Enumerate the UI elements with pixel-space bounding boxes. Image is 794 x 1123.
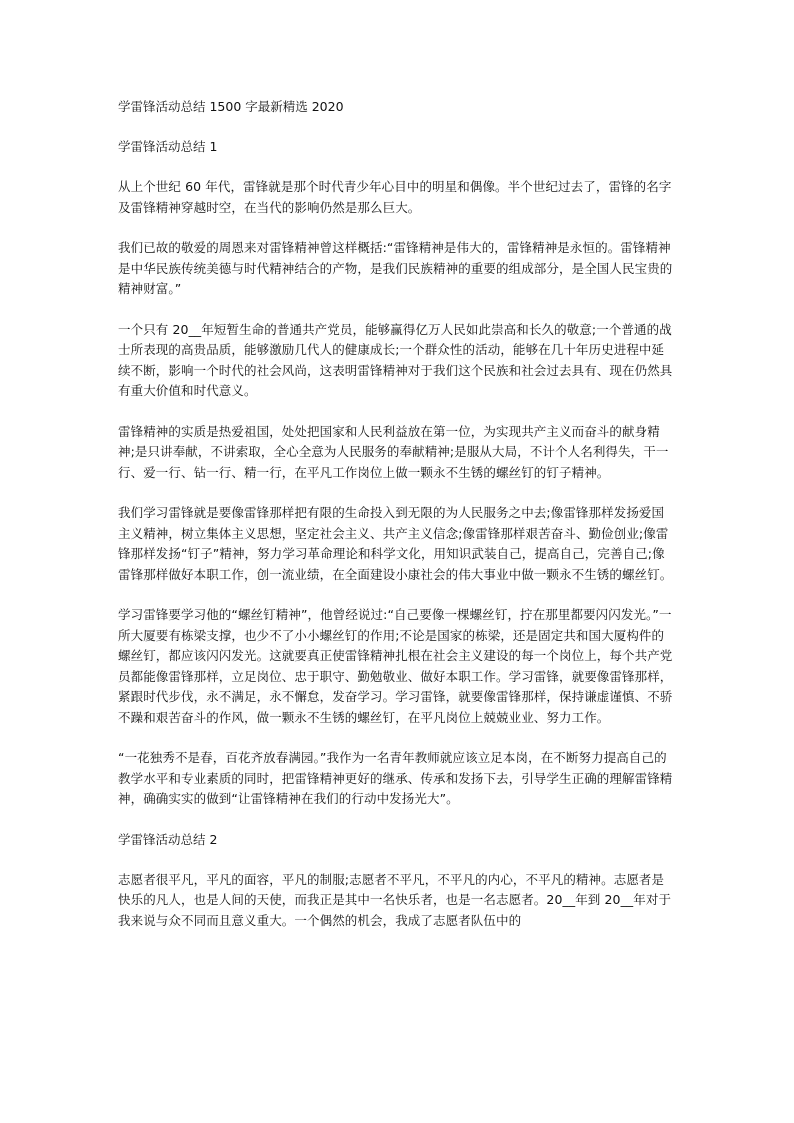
paragraph: 雷锋精神的实质是热爱祖国，处处把国家和人民利益放在第一位，为实现共产主义而奋斗的献身精神;是只讲奉献，不讲索取，全心全意为人民服务的奉献精神;是服从大局，不计个人名利得失，干一行、爱一行、钻一行、精一行，在平凡工作岗位上做一颗永不生锈的螺丝钉的钉子精神。 — [118, 423, 669, 480]
paragraph: 从上个世纪 60 年代，雷锋就是那个时代青少年心目中的明星和偶像。半个世纪过去了，雷锋的名字及雷锋精神穿越时空，在当代的影响仍然是那么巨大。 — [118, 179, 672, 215]
section-heading-2: 学雷锋活动总结 2 — [118, 831, 218, 847]
document-title: 学雷锋活动总结 1500 字最新精选 2020 — [118, 99, 344, 114]
section-heading-1: 学雷锋活动总结 1 — [118, 139, 218, 154]
paragraph: 我们已故的敬爱的周恩来对雷锋精神曾这样概括:“雷锋精神是伟大的，雷锋精神是永恒的。雷锋精神是中华民族传统美德与时代精神结合的产物，是我们民族精神的重要的组成部分，是全国人民宝贵的精神财富。” — [118, 240, 673, 296]
document-page — [118, 97, 674, 951]
paragraph: “一花独秀不是春，百花齐放春满园。”我作为一名青年教师就应该立足本岗，在不断努力提高自己的教学水平和专业素质的同时，把雷锋精神更好的继承、传承和发扬下去，引导学生正确的理解雷锋精神，确确实实的做到“让雷锋精神在我们的行动中发扬光大”。 — [118, 750, 673, 806]
paragraph: 我们学习雷锋就是要像雷锋那样把有限的生命投入到无限的为人民服务之中去;像雷锋那样发扬爱国主义精神，树立集体主义思想，坚定社会主义、共产主义信念;像雷锋那样艰苦奋斗、勤俭创业;像雷锋那样发扬“钉子”精神，努力学习革命理论和科学文化，用知识武装自己，提高自己，完善自己;像雷锋那样做好本职工作，创一流业绩，在全面建设小康社会的伟大事业中做一颗永不生锈的螺丝钉。 — [118, 505, 673, 582]
paragraph: 志愿者很平凡，平凡的面容，平凡的制服;志愿者不平凡，不平凡的内心，不平凡的精神。志愿者是快乐的凡人，也是人间的天使，而我正是其中一名快乐者，也是一名志愿者。20__年到 20__年对于我来说与众不同而且意义重大。一个偶然的机会，我成了志愿者队伍中的 — [118, 871, 672, 928]
paragraph: 学习雷锋要学习他的“螺丝钉精神”，他曾经说过:“自己要像一棵螺丝钉，拧在那里都要闪闪发光。”一所大厦要有栋梁支撑，也少不了小小螺丝钉的作用;不论是国家的栋梁，还是固定共和国大厦构件的螺丝钉，都应该闪闪发光。这就要真正使雷锋精神扎根在社会主义建设的每一个岗位上，每个共产党员都能像雷锋那样，立足岗位、忠于职守、勤勉敬业、做好本职工作。学习雷锋，就要像雷锋那样，紧跟时代步伐，永不满足，永不懈怠，发奋学习。学习雷锋，就要像雷锋那样，保持谦虚谨慎、不骄不躁和艰苦奋斗的作风，做一颗永不生锈的螺丝钉，在平凡岗位上兢兢业业、努力工作。 — [118, 607, 673, 725]
paragraph: 一个只有 20__年短暂生命的普通共产党员，能够赢得亿万人民如此崇高和长久的敬意;一个普通的战士所表现的高贵品质，能够激励几代人的健康成长;一个群众性的活动，能够在几十年历史进程中延续不断，影响一个时代的社会风尚，这表明雷锋精神对于我们这个民族和社会过去具有、现在仍然具有重大价值和时代意义。 — [118, 321, 673, 398]
